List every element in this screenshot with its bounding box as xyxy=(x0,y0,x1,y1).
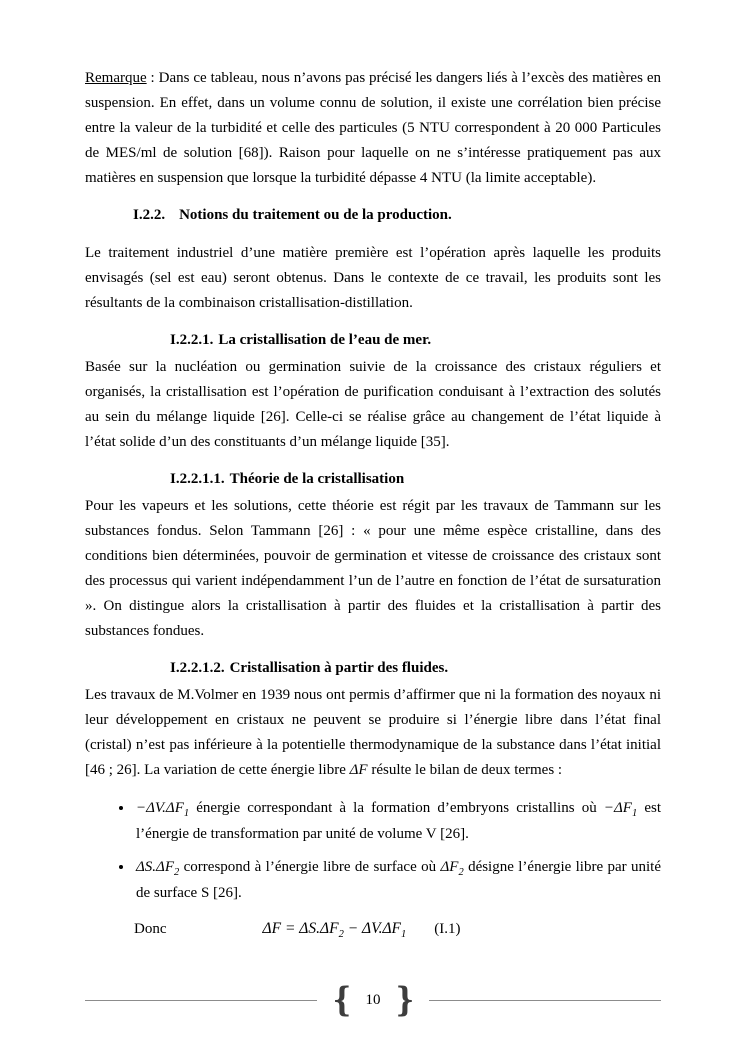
heading-title: Notions du traitement ou de la production. xyxy=(179,207,452,223)
math-subscript: 1 xyxy=(183,808,190,819)
volmer-text-2: résulte le bilan de deux termes : xyxy=(367,762,563,778)
bullet-text: est l’énergie de transformation par unité de volume V [26]. xyxy=(136,800,661,842)
math-term xyxy=(440,859,464,878)
heading-title: Théorie de la cristallisation xyxy=(229,471,405,487)
heading-cristallisation-eau-mer xyxy=(170,328,661,353)
math-term xyxy=(136,859,180,878)
heading-title: Cristallisation à partir des fluides. xyxy=(229,660,449,676)
bullet-item-surface-energy xyxy=(134,854,661,906)
math-base: ΔS.ΔF xyxy=(136,859,175,875)
math-subscript: 1 xyxy=(631,808,638,819)
page-content xyxy=(85,66,661,942)
heading-theorie-cristallisation xyxy=(170,467,661,492)
math-base: − ΔV.ΔF xyxy=(343,920,402,937)
paragraph-traitement: Le traitement industriel d’une matière première est l’opération après laquelle les produits envisagés (sel est eau) seront obtenus. Dans le contexte de ce travail, les produits sont les résultants de la combinaison cristallisation-distillation. xyxy=(85,245,661,311)
footer-rule-left xyxy=(85,1000,317,1001)
bullet-text: correspond à l’énergie libre de surface où xyxy=(179,859,441,875)
page-footer xyxy=(85,980,661,1020)
heading-cristallisation-fluides xyxy=(170,656,661,681)
paragraph-volmer xyxy=(85,683,661,783)
volmer-text-1: Les travaux de M.Volmer en 1939 nous ont permis d’affirmer que ni la formation des noyaux ni leur développement en cristaux ne peuvent se produire si l’énergie libre dans l’état final (cristal) n’est pas inférieure à la potentielle thermodynamique de la substance dans l’état initial [46 ; 26]. La variation de cette énergie libre xyxy=(85,687,661,778)
page-number: 10 xyxy=(365,991,381,1008)
right-brace-ornament: } xyxy=(395,980,414,1020)
equation-row xyxy=(85,916,661,942)
left-brace-ornament: { xyxy=(332,980,351,1020)
math-base: −ΔF xyxy=(603,800,632,816)
math-term xyxy=(136,800,190,819)
math-base: ΔF xyxy=(440,859,459,875)
heading-number: I.2.2.1. xyxy=(170,332,214,348)
math-subscript: 2 xyxy=(174,867,180,878)
paragraph-theorie: Pour les vapeurs et les solutions, cette théorie est régit par les travaux de Tammann sur les substances fondus. Selon Tammann [26] : « pour une même espèce cristalline, dans des conditions bien déterminées, pouvoir de germination et vitesse de croissance des cristaux sont des processus qui varient indépendamment l’un de l’autre en fonction de l’état de sursaturation ». On distingue alors la cristallisation à partir des fluides et la cristallisation à partir des substances fondues. xyxy=(85,498,661,639)
paragraph-cristallisation: Basée sur la nucléation ou germination suivie de la croissance des cristaux réguliers et organisés, la cristallisation est l’opération de purification conduisant à l’extraction des solutés au sein du mélange liquide [26]. Celle-ci se réalise grâce au changement de l’état liquide à l’état solide d’un des constituants d’un mélange liquide [35]. xyxy=(85,359,661,450)
math-subscript: 1 xyxy=(401,929,407,941)
delta-f-term: ΔF xyxy=(349,762,368,778)
equation-number: (I.1) xyxy=(434,921,461,937)
page-number-group xyxy=(331,980,416,1020)
heading-number: I.2.2.1.2. xyxy=(170,660,225,676)
heading-number: I.2.2. xyxy=(133,207,166,223)
remarque-text: : Dans ce tableau, nous n’avons pas précisé les dangers liés à l’excès des matières en suspension. En effet, dans un volume connu de solution, il existe une corrélation bien précise entre la valeur de la turbidité et celle des particules (5 NTU correspondent à 20 000 Particules de MES/ml de solution [68]). Raison pour laquelle on ne s’intéresse pratiquement pas aux matières en suspension que lorsque la turbidité dépasse 4 NTU (la limite acceptable). xyxy=(85,70,661,186)
bullet-text: désigne l’énergie libre par unité de surface S [26]. xyxy=(136,859,662,901)
math-subscript: 2 xyxy=(458,867,464,878)
math-term xyxy=(603,800,638,819)
equation-label: Donc xyxy=(134,921,167,937)
bullet-list xyxy=(85,795,661,906)
footer-rule-right xyxy=(429,1000,661,1001)
bullet-text: énergie correspondant à la formation d’embryons cristallins où xyxy=(189,800,604,816)
math-base: −ΔV.ΔF xyxy=(136,800,184,816)
bullet-item-volume-energy xyxy=(134,795,661,847)
heading-number: I.2.2.1.1. xyxy=(170,471,225,487)
equation-formula xyxy=(262,920,407,941)
remarque-label: Remarque xyxy=(85,70,147,86)
heading-notions-traitement xyxy=(133,203,661,228)
heading-title: La cristallisation de l’eau de mer. xyxy=(218,332,432,348)
paragraph-remarque xyxy=(85,66,661,191)
math-subscript: 2 xyxy=(338,929,344,941)
math-base: ΔF = ΔS.ΔF xyxy=(262,920,339,937)
